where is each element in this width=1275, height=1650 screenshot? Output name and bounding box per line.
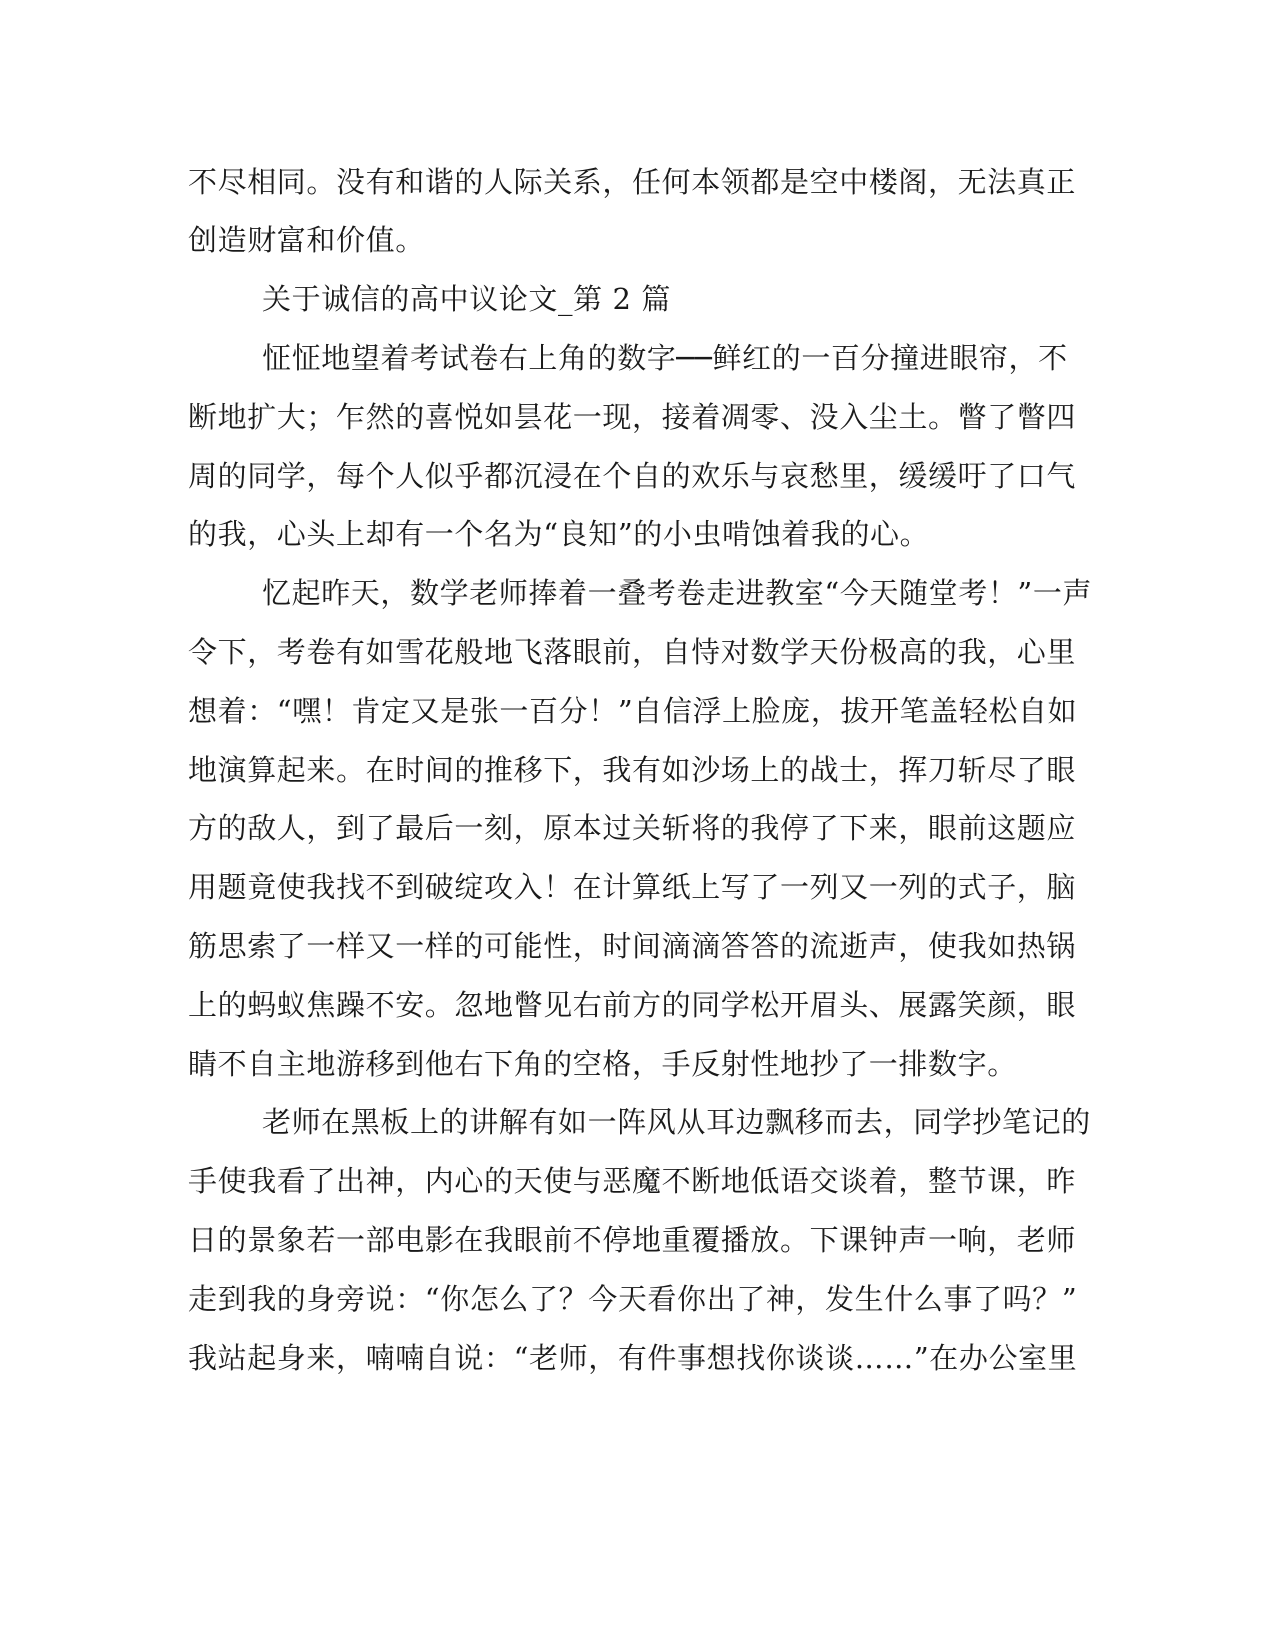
text-line: 走到我的身旁说：“你怎么了？今天看你出了神，发生什么事了吗？” xyxy=(188,1282,1078,1316)
text-line: 断地扩大；乍然的喜悦如昙花一现，接着凋零、没入尘土。瞥了瞥四 xyxy=(188,400,1077,434)
text-line: 我站起身来，喃喃自说：“老师，有件事想找你谈谈……”在办公室里 xyxy=(188,1341,1078,1375)
text-line: 想着：“嘿！肯定又是张一百分！”自信浮上脸庞，拔开笔盖轻松自如 xyxy=(188,694,1078,728)
text-line: 手使我看了出神，内心的天使与恶魔不断地低语交谈着，整节课，昨 xyxy=(188,1164,1077,1198)
text-line: 上的蚂蚁焦躁不安。忽地瞥见右前方的同学松开眉头、展露笑颜，眼 xyxy=(188,988,1077,1022)
text-line: 周的同学，每个人似乎都沉浸在个自的欢乐与哀愁里，缓缓吁了口气 xyxy=(188,459,1077,493)
text-line: 日的景象若一部电影在我眼前不停地重覆播放。下课钟声一响，老师 xyxy=(188,1223,1077,1257)
text-line: 筋思索了一样又一样的可能性，时间滴滴答答的流逝声，使我如热锅 xyxy=(188,929,1077,963)
text-line: 创造财富和价值。 xyxy=(188,223,425,257)
text-line: 睛不自主地游移到他右下角的空格，手反射性地抄了一排数字。 xyxy=(188,1047,1017,1081)
text-line: 不尽相同。没有和谐的人际关系，任何本领都是空中楼阁，无法真正 xyxy=(188,165,1077,199)
text-line: 方的敌人，到了最后一刻，原本过关斩将的我停了下来，眼前这题应 xyxy=(188,811,1077,845)
text-line: 怔怔地望着考试卷右上角的数字──鲜红的一百分撞进眼帘，不 xyxy=(262,341,1068,375)
text-line: 的我，心头上却有一个名为“良知”的小虫啃蚀着我的心。 xyxy=(188,517,930,551)
text-line: 老师在黑板上的讲解有如一阵风从耳边飘移而去，同学抄笔记的 xyxy=(262,1105,1091,1139)
text-line: 用题竟使我找不到破绽攻入！在计算纸上写了一列又一列的式子，脑 xyxy=(188,870,1077,904)
text-line: 忆起昨天，数学老师捧着一叠考卷走进教室“今天随堂考！”一声 xyxy=(262,576,1093,610)
text-line: 令下，考卷有如雪花般地飞落眼前，自恃对数学天份极高的我，心里 xyxy=(188,635,1077,669)
text-line: 地演算起来。在时间的推移下，我有如沙场上的战士，挥刀斩尽了眼 xyxy=(188,753,1077,787)
section-title: 关于诚信的高中议论文_第 2 篇 xyxy=(262,282,671,316)
